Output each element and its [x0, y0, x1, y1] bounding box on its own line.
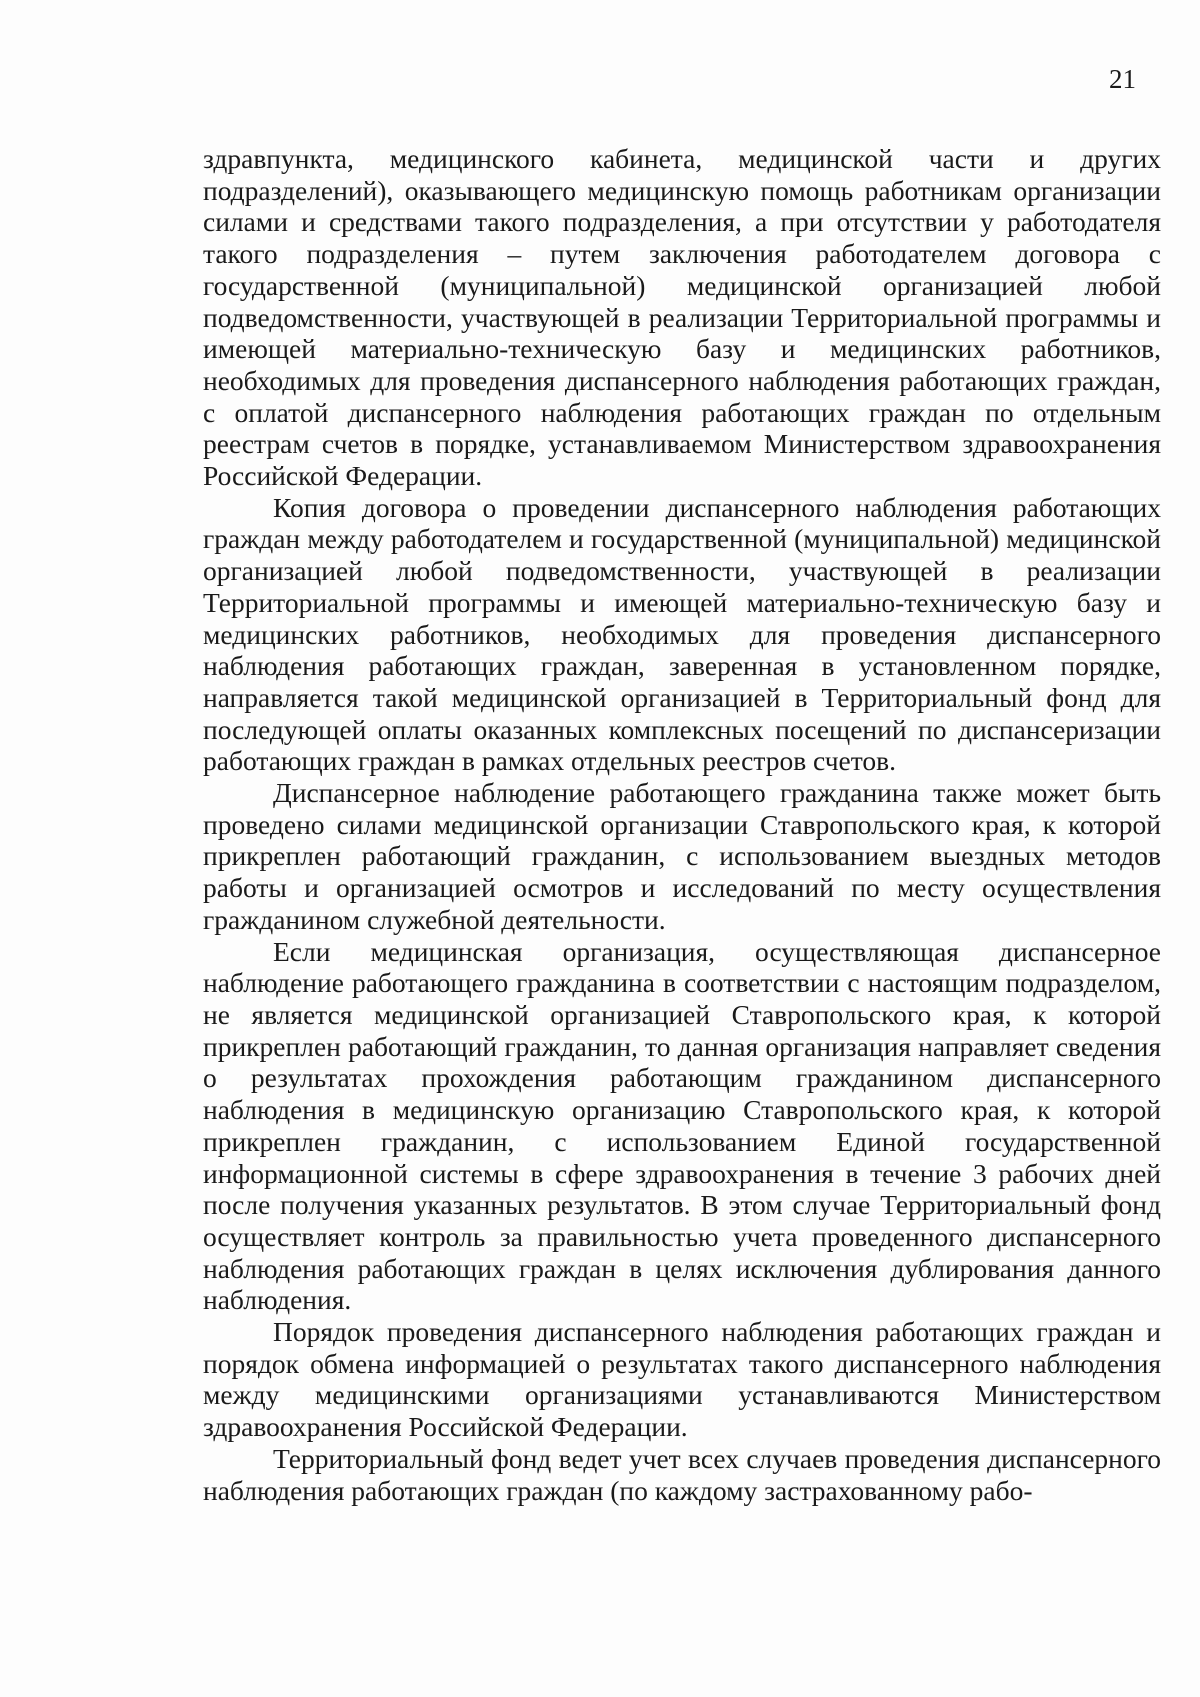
- paragraph-procedure: Порядок проведения диспансерного наблюдения работающих граждан и порядок обмена информацией о результатах такого диспансерного наблюдения между медицинскими организациями устанавливаются Министерством здравоохранения Российской Федерации.: [203, 1316, 1161, 1443]
- paragraph-results-transfer: Если медицинская организация, осуществляющая диспансерное наблюдение работающего гражданина в соответствии с настоящим подразделом, не является медицинской организацией Ставропольского края, к которой прикреплен работающий гражданин, то данная организация направляет сведения о результатах прохождения работающим гражданином диспансерного наблюдения в медицинскую организацию Ставропольского края, к которой прикреплен гражданин, с использованием Единой государственной информационной системы в сфере здравоохранения в течение 3 рабочих дней после получения указанных результатов. В этом случае Территориальный фонд осуществляет контроль за правильностью учета проведенного диспансерного наблюдения работающих граждан в целях исключения дублирования данного наблюдения.: [203, 935, 1161, 1316]
- document-body: [203, 143, 1161, 1506]
- paragraph-continuation: здравпункта, медицинского кабинета, медицинской части и других подразделений), оказывающего медицинскую помощь работникам организации силами и средствами такого подразделения, а при отсутствии у работодателя такого подразделения – путем заключения работодателем договора с государственной (муниципальной) медицинской организацией любой подведомственности, участвующей в реализации Территориальной программы и имеющей материально-техническую базу и медицинских работников, необходимых для проведения диспансерного наблюдения работающих граждан, с оплатой диспансерного наблюдения работающих граждан по отдельным реестрам счетов в порядке, устанавливаемом Министерством здравоохранения Российской Федерации.: [203, 143, 1161, 492]
- paragraph-attached-organization: Диспансерное наблюдение работающего гражданина также может быть проведено силами медицинской организации Ставропольского края, к которой прикреплен работающий гражданин, с использованием выездных методов работы и организацией осмотров и исследований по месту осуществления гражданином служебной деятельности.: [203, 777, 1161, 935]
- page-number: 21: [1109, 64, 1136, 94]
- paragraph-contract-copy: Копия договора о проведении диспансерного наблюдения работающих граждан между работодателем и государственной (муниципальной) медицинской организацией любой подведомственности, участвующей в реализации Территориальной программы и имеющей материально-техническую базу и медицинских работников, необходимых для проведения диспансерного наблюдения работающих граждан, заверенная в установленном порядке, направляется такой медицинской организацией в Территориальный фонд для последующей оплаты оказанных комплексных посещений по диспансеризации работающих граждан в рамках отдельных реестров счетов.: [203, 491, 1161, 777]
- paragraph-fund-accounting: Территориальный фонд ведет учет всех случаев проведения диспансерного наблюдения работающих граждан (по каждому застрахованному рабо-: [203, 1442, 1161, 1506]
